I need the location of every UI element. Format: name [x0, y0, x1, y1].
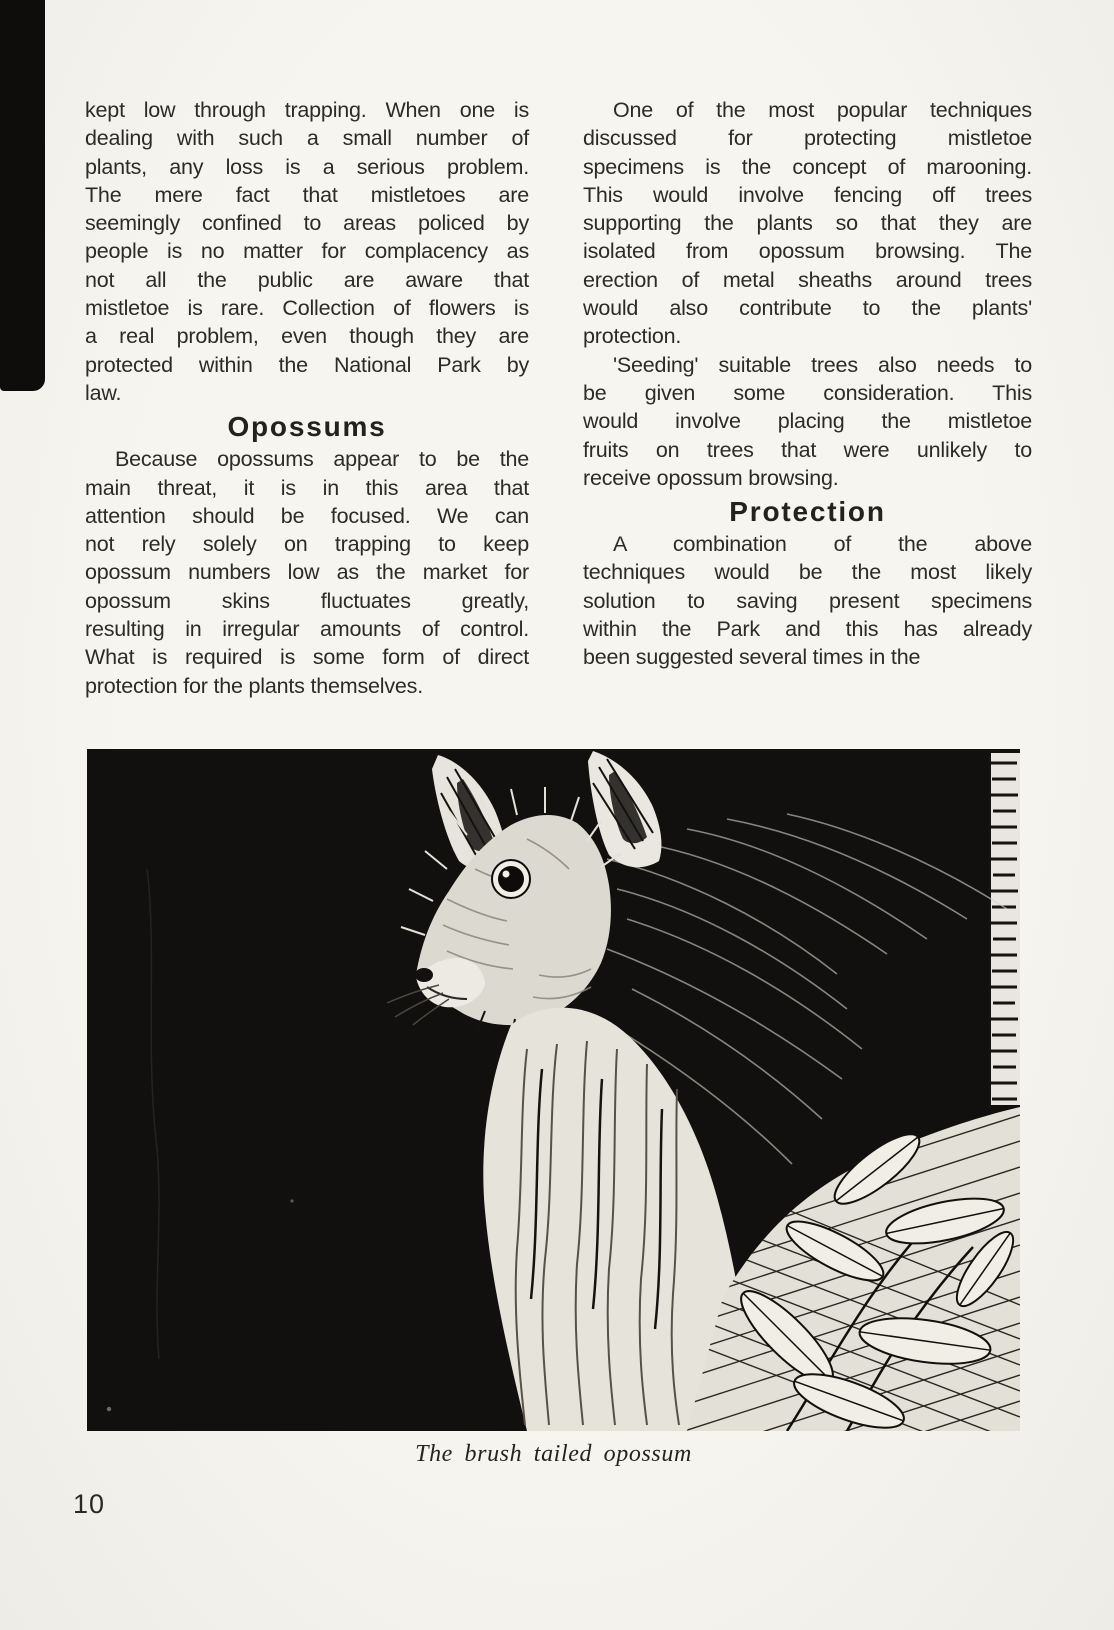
text-line: would also contribute to the plants' — [583, 296, 1032, 321]
text-line: mistletoe is rare. Collection of flowers is — [85, 296, 529, 321]
paragraph — [85, 96, 529, 407]
right-column — [583, 96, 1032, 672]
text-line: main threat, it is in this area that — [85, 475, 529, 500]
text-line: fruits on trees that were unlikely to — [583, 437, 1032, 462]
section-heading-protection: Protection — [729, 496, 886, 528]
text-line: techniques would be the most likely — [583, 560, 1032, 585]
text-line: protection for the plants themselves. — [85, 673, 423, 698]
text-line: One of the most popular techniques — [613, 98, 1032, 122]
text-line: not all the public are aware that — [85, 267, 529, 292]
text-line: This would involve fencing off trees — [583, 182, 1032, 207]
paragraph — [583, 351, 1032, 492]
paragraph — [583, 530, 1032, 671]
text-line: seemingly confined to areas policed by — [85, 211, 529, 236]
text-line: protection. — [583, 324, 682, 349]
text-line: 'Seeding' suitable trees also needs to — [613, 352, 1032, 377]
text-line: law. — [85, 380, 122, 405]
text-line: be given some consideration. This — [583, 380, 1032, 405]
text-line: discussed for protecting mistletoe — [583, 126, 1032, 151]
text-line: What is required is some form of direct — [85, 645, 529, 670]
text-line: not rely solely on trapping to keep — [85, 532, 529, 557]
text-line: protected within the National Park by — [85, 352, 529, 377]
nose — [415, 968, 433, 982]
text-line: attention should be focused. We can — [85, 503, 529, 528]
text-line: The mere fact that mistletoes are — [85, 182, 529, 207]
text-line: opossum skins fluctuates greatly, — [85, 588, 529, 613]
text-line: solution to saving present specimens — [583, 588, 1032, 613]
text-line: resulting in irregular amounts of control. — [85, 617, 529, 642]
stalk-hatching — [990, 753, 1020, 1105]
text-line: A combination of the above — [613, 532, 1032, 557]
section-heading-opossums: Opossums — [227, 411, 387, 443]
text-line: supporting the plants so that they are — [583, 211, 1032, 236]
text-line: opossum numbers low as the market for — [85, 560, 529, 585]
paragraph — [85, 445, 529, 700]
text-line: people is no matter for complacency as — [85, 239, 529, 264]
left-column — [85, 96, 529, 700]
text-line: erection of metal sheaths around trees — [583, 267, 1032, 292]
text-line: been suggested several times in the — [583, 645, 921, 670]
figure-caption: The brush tailed opossum — [415, 1441, 692, 1467]
text-line: within the Park and this has already — [583, 617, 1032, 642]
text-line: isolated from opossum browsing. The — [583, 239, 1032, 264]
paragraph — [583, 96, 1032, 351]
opossum-illustration — [87, 749, 1020, 1431]
text-line: would involve placing the mistletoe — [583, 409, 1032, 434]
text-line: plants, any loss is a serious problem. — [85, 154, 529, 179]
page-number: 10 — [73, 1489, 106, 1519]
text-line: Because opossums appear to be the — [115, 447, 529, 472]
text-line: a real problem, even though they are — [85, 324, 529, 349]
text-line: kept low through trapping. When one is — [85, 98, 529, 122]
text-line: specimens is the concept of marooning. — [583, 154, 1032, 179]
scan-edge-artifact — [0, 0, 45, 391]
text-line: dealing with such a small number of — [85, 126, 529, 151]
text-line: receive opossum browsing. — [583, 465, 839, 490]
